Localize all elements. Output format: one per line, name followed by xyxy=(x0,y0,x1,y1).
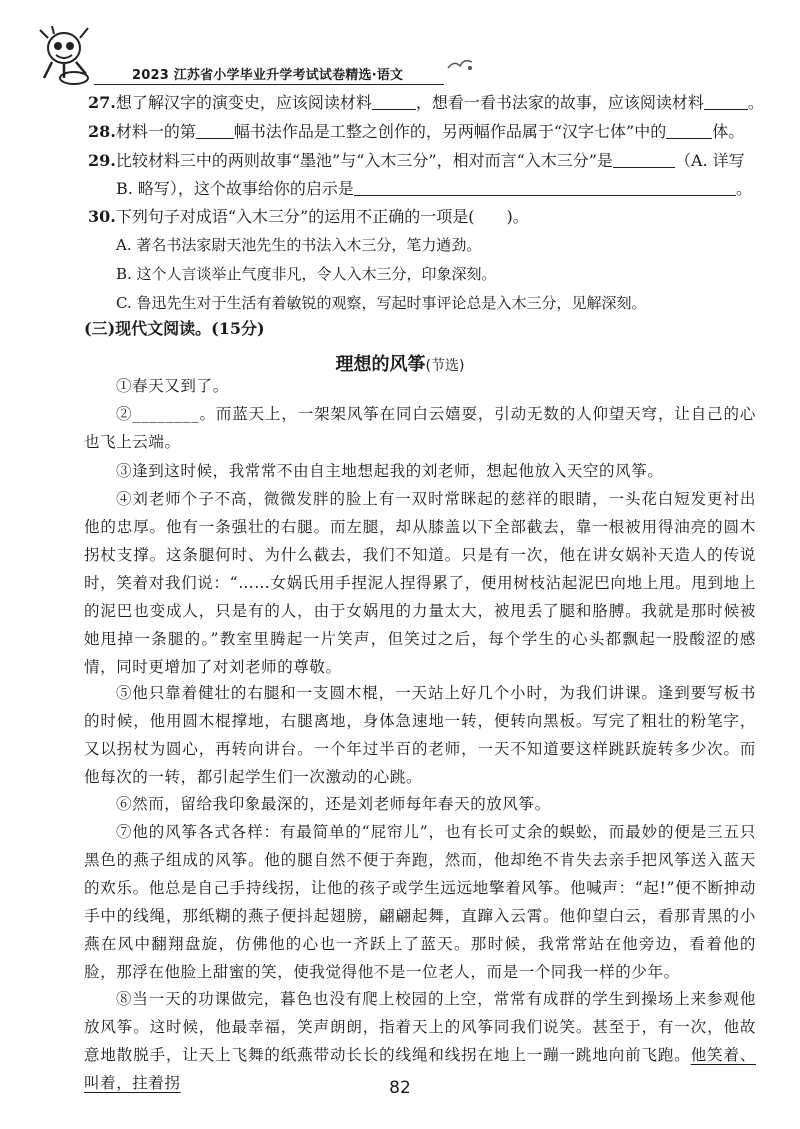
paragraph-6: ⑥然而，留给我印象最深的，还是刘老师每年春天的放风筝。 xyxy=(116,795,551,813)
paragraph-5: ⑤他只靠着健壮的右腿和一支圆木棍，一天站上好几个小时，为我们讲课。逢到要写板书的时候，他用圆木棍撑地，右腿离地，身体急速地一转，便转向黑板。写完了粗壮的粉笔字，又以拐杖为圆心，再转向讲台。一个年过半百的老师，一天不知道要这样跳跃旋转多少次。而他每次的一转，都引起学生们一次激动的心跳。 xyxy=(84,684,756,786)
answer-blank[interactable] xyxy=(704,93,748,110)
option-c[interactable]: C. 鲁迅先生对于生活有着敏锐的观察，写起时事评论总是入木三分，见解深刻。 xyxy=(116,294,647,312)
option-b[interactable]: B. 这个人言谈举止气度非凡，令人入木三分，印象深刻。 xyxy=(116,265,497,283)
answer-blank-long[interactable] xyxy=(354,179,736,196)
page-header xyxy=(34,24,774,86)
paragraph-2: ②________。而蓝天上，一架架风筝在同白云嬉耍，引动无数的人仰望天穹，让自己的心也飞上云端。 xyxy=(84,405,756,451)
cartoon-mascot-icon xyxy=(34,24,104,86)
page-number: 82 xyxy=(389,1078,411,1098)
paragraph-8: ⑧当一天的功课做完，暮色也没有爬上校园的上空，常常有成群的学生到操场上来参观他放风筝。这时候，他最幸福，笑声朗朗，指着天上的风筝同我们说笑。甚至于，有一次，他故意地散脱手，让天上飞舞的纸燕带动长长的线绳和线拐在地上一蹦一跳地向前飞跑。他笑着、叫着，拄着拐 xyxy=(84,990,756,1092)
question-28: 28.材料一的第 幅书法作品是工整之创作的，另两幅作品属于“汉字七体”中的 体。 xyxy=(88,122,745,141)
question-30: 30.下列句子对成语“入木三分”的运用不正确的一项是( )。 xyxy=(88,207,529,226)
question-29-line2: B. 略写），这个故事给你的启示是 。 xyxy=(116,179,752,198)
section-heading: (三)现代文阅读。(15分) xyxy=(84,319,265,338)
answer-blank[interactable] xyxy=(372,93,416,110)
paragraph-3: ③逢到这时候，我常常不由自主地想起我的刘老师，想起他放入天空的风筝。 xyxy=(116,462,664,480)
underlined-sentence: 他笑着、叫着，拄着拐 xyxy=(84,1046,756,1092)
question-27: 27.想了解汉字的演变史，应该阅读材料 ，想看一看书法家的故事，应该阅读材料 。 xyxy=(88,93,764,112)
header-title: 2023 江苏省小学毕业升学考试试卷精选·语文 xyxy=(132,68,404,83)
paragraph-1: ①春天又到了。 xyxy=(116,377,229,395)
answer-blank[interactable] xyxy=(666,122,712,139)
paragraph-7: ⑦他的风筝各式各样：有最简单的“屁帘儿”，也有长可丈余的蜈蚣，而最妙的便是三五只黑色的燕子组成的风筝。他的腿自然不便于奔跑，然而，他却绝不肯失去亲手把风筝送入蓝天的欢乐。他总是自己手持线拐，让他的孩子或学生远远地擎着风筝。他喊声：“起!”便不断抻动手中的线绳，那纸糊的燕子便抖起翅膀，翩翩起舞，直蹿入云霄。他仰望白云，看那青黑的小燕在风中翻翔盘旋，仿佛他的心也一齐跃上了蓝天。那时候，我常常站在他旁边，看着他的脸，那浮在他脸上甜蜜的笑，使我觉得他不是一位老人，而是一个同我一样的少年。 xyxy=(84,823,756,981)
paragraph-4: ④刘老师个子不高，微微发胖的脸上有一双时常眯起的慈祥的眼睛，一头花白短发更衬出他的忠厚。他有一条强壮的右腿。而左腿，却从膝盖以下全部截去，靠一根被用得油亮的圆木拐杖支撑。这条腿何时、为什么截去，我们不知道。只是有一次，他在讲女娲补天造人的传说时，笑着对我们说：“……女娲氏用手捏泥人捏得累了，便用树枝沾起泥巴向地上甩。甩到地上的泥巴也变成人，只是有的人，由于女娲甩的力量太大，被甩丢了腿和胳膊。我就是那时候被她甩掉一条腿的。”教室里腾起一片笑声，但笑过之后，每个学生的心头都飘起一股酸涩的感情，同时更增加了对刘老师的尊敬。 xyxy=(84,490,756,676)
header-rule xyxy=(94,84,444,85)
decorative-bird-icon xyxy=(444,54,478,76)
question-29: 29.比较材料三中的两则故事“墨池”与“入木三分”，相对而言“入木三分”是 （A. 详写 xyxy=(88,151,745,170)
option-a[interactable]: A. 著名书法家尉天池先生的书法入木三分，笔力遒劲。 xyxy=(116,236,482,254)
essay-title: 理想的风筝(节选) xyxy=(335,354,465,375)
answer-blank[interactable] xyxy=(196,122,234,139)
answer-blank[interactable] xyxy=(613,151,675,168)
